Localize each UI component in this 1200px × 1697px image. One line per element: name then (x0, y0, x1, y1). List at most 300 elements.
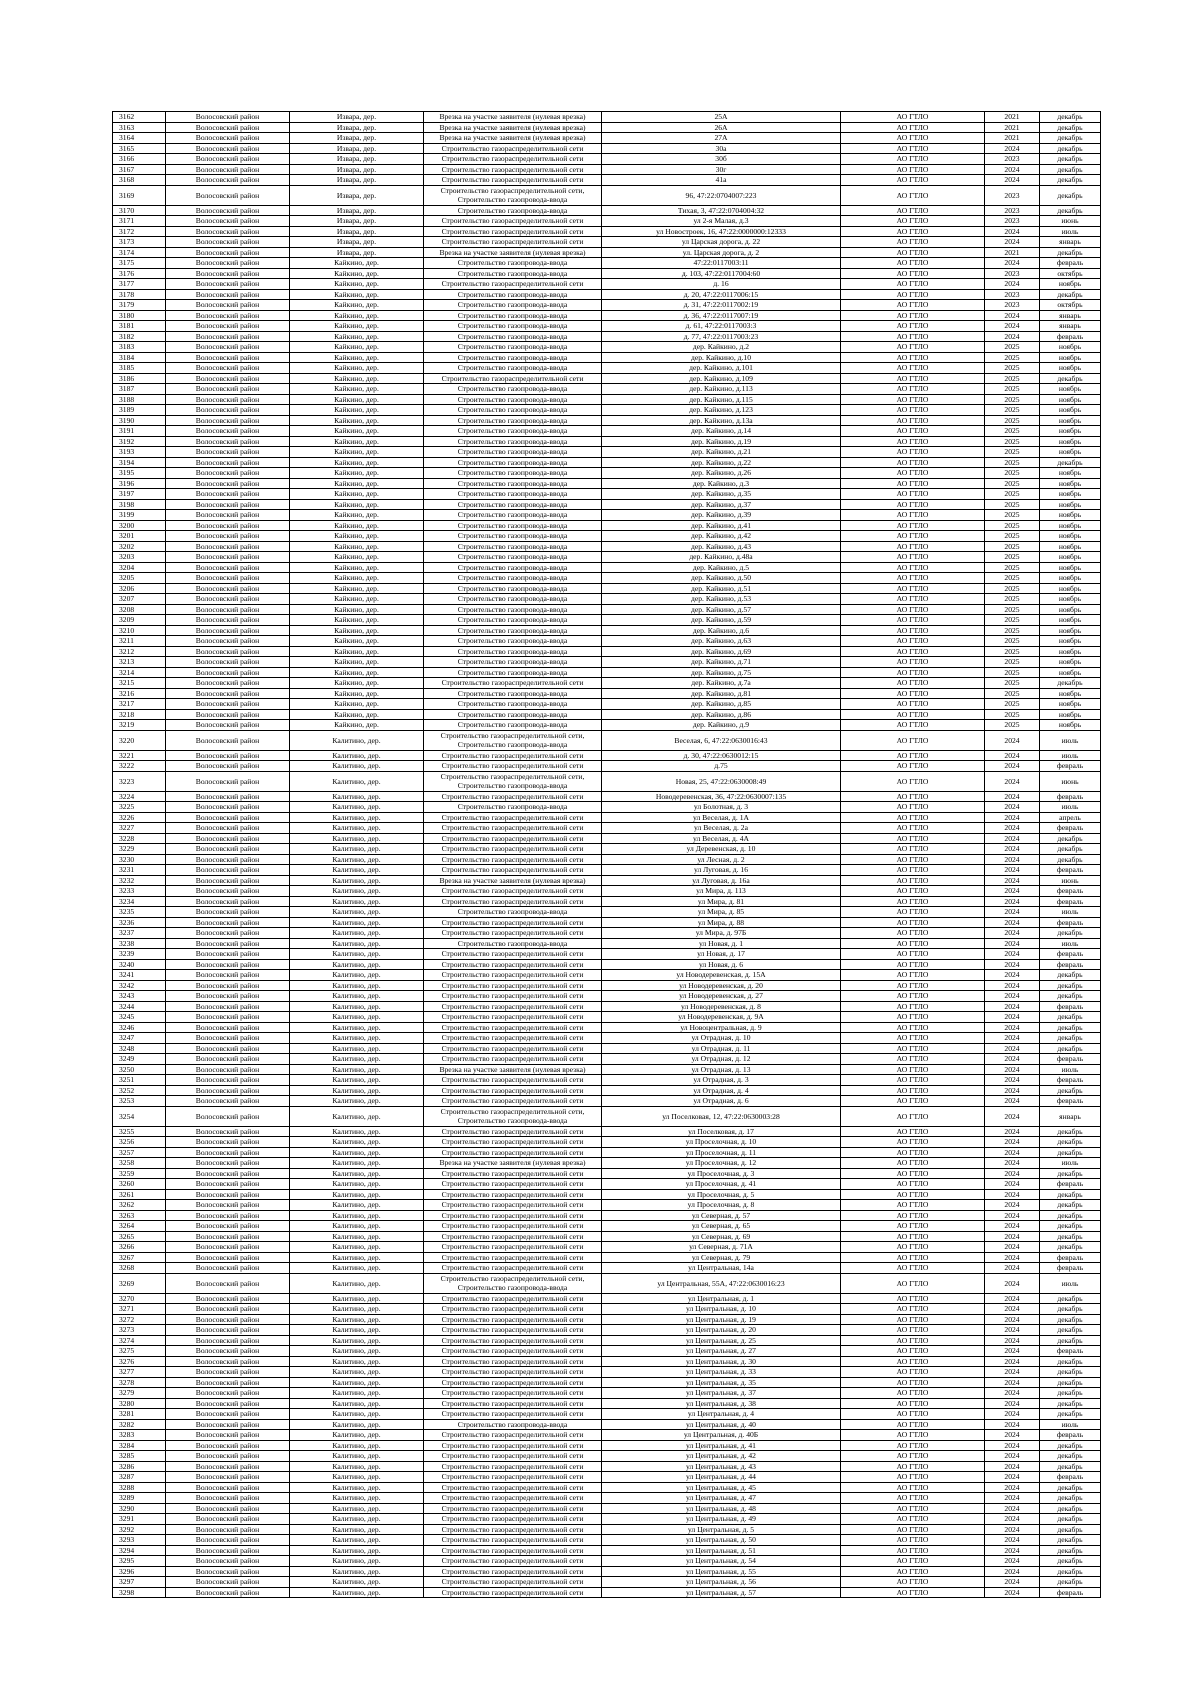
table-row (113, 730, 1101, 750)
table-row (113, 1535, 1101, 1546)
table-row (113, 573, 1101, 584)
work-type-cell: Строительство газопровода-ввода (424, 531, 602, 542)
work-type-cell: Строительство газопровода-ввода (424, 573, 602, 584)
table-row (113, 1577, 1101, 1588)
table-row (113, 342, 1101, 353)
month-cell: декабрь (1040, 1398, 1101, 1409)
work-type-cell: Строительство газораспределительной сети (424, 1126, 602, 1137)
year-cell: 2024 (985, 1493, 1040, 1504)
address-cell: ул Центральная, д. 45 (602, 1482, 841, 1493)
district-cell: Волосовский район (166, 991, 290, 1002)
month-cell: декабрь (1040, 122, 1101, 133)
month-cell: январь (1040, 237, 1101, 248)
contractor-cell: АО ГТЛО (841, 468, 985, 479)
table-row (113, 938, 1101, 949)
contractor-cell: АО ГТЛО (841, 1273, 985, 1293)
table-row (113, 1064, 1101, 1075)
table-row (113, 667, 1101, 678)
row-number: 3190 (113, 415, 166, 426)
district-cell: Волосовский район (166, 1106, 290, 1126)
contractor-cell: АО ГТЛО (841, 1033, 985, 1044)
year-cell: 2024 (985, 1054, 1040, 1065)
settlement-cell: Кайкино, дер. (290, 720, 424, 731)
district-cell: Волосовский район (166, 468, 290, 479)
work-type-cell: Строительство газораспределительной сети (424, 750, 602, 761)
work-type-cell: Строительство газопровода-ввода (424, 636, 602, 647)
year-cell: 2025 (985, 720, 1040, 731)
district-cell: Волосовский район (166, 928, 290, 939)
year-cell: 2023 (985, 205, 1040, 216)
address-cell: дер. Кайкино, д.26 (602, 468, 841, 479)
month-cell: декабрь (1040, 133, 1101, 144)
district-cell: Волосовский район (166, 279, 290, 290)
contractor-cell: АО ГТЛО (841, 1221, 985, 1232)
settlement-cell: Калитино, дер. (290, 1377, 424, 1388)
table-row (113, 1085, 1101, 1096)
address-cell: ул Центральная, д. 19 (602, 1314, 841, 1325)
year-cell: 2024 (985, 279, 1040, 290)
table-row (113, 1587, 1101, 1598)
table-row (113, 1252, 1101, 1263)
row-number: 3220 (113, 730, 166, 750)
table-row (113, 1147, 1101, 1158)
year-cell: 2024 (985, 1189, 1040, 1200)
year-cell: 2025 (985, 373, 1040, 384)
row-number: 3180 (113, 310, 166, 321)
work-type-cell: Строительство газораспределительной сети (424, 1263, 602, 1274)
row-number: 3286 (113, 1461, 166, 1472)
month-cell: декабрь (1040, 1242, 1101, 1253)
month-cell: декабрь (1040, 928, 1101, 939)
table-row (113, 143, 1101, 154)
month-cell: ноябрь (1040, 468, 1101, 479)
district-cell: Волосовский район (166, 667, 290, 678)
settlement-cell: Кайкино, дер. (290, 331, 424, 342)
table-row (113, 112, 1101, 123)
work-type-cell: Строительство газопровода-ввода (424, 321, 602, 332)
month-cell: декабрь (1040, 112, 1101, 123)
district-cell: Волосовский район (166, 154, 290, 165)
address-cell: ул Проселочная, д. 12 (602, 1158, 841, 1169)
year-cell: 2024 (985, 1096, 1040, 1107)
contractor-cell: АО ГТЛО (841, 122, 985, 133)
address-cell: ул Центральная, д. 54 (602, 1556, 841, 1567)
settlement-cell: Калитино, дер. (290, 1440, 424, 1451)
work-type-cell: Строительство газораспределительной сети (424, 949, 602, 960)
address-cell: дер. Кайкино, д.63 (602, 636, 841, 647)
contractor-cell: АО ГТЛО (841, 154, 985, 165)
row-number: 3258 (113, 1158, 166, 1169)
row-number: 3186 (113, 373, 166, 384)
year-cell: 2024 (985, 310, 1040, 321)
row-number: 3183 (113, 342, 166, 353)
district-cell: Волосовский район (166, 1242, 290, 1253)
settlement-cell: Калитино, дер. (290, 1293, 424, 1304)
table-row (113, 959, 1101, 970)
district-cell: Волосовский район (166, 1388, 290, 1399)
work-type-cell: Строительство газораспределительной сети (424, 1524, 602, 1535)
year-cell: 2024 (985, 1200, 1040, 1211)
year-cell: 2021 (985, 247, 1040, 258)
work-type-cell: Строительство газораспределительной сети (424, 237, 602, 248)
address-cell: ул Луговая, д. 16 (602, 865, 841, 876)
row-number: 3280 (113, 1398, 166, 1409)
row-number: 3229 (113, 844, 166, 855)
table-row (113, 447, 1101, 458)
year-cell: 2024 (985, 1304, 1040, 1315)
row-number: 3256 (113, 1137, 166, 1148)
table-row (113, 541, 1101, 552)
work-type-cell: Строительство газораспределительной сети (424, 1314, 602, 1325)
month-cell: декабрь (1040, 980, 1101, 991)
work-type-cell: Строительство газопровода-ввода (424, 331, 602, 342)
address-cell: ул Центральная, д. 33 (602, 1367, 841, 1378)
month-cell: апрель (1040, 812, 1101, 823)
year-cell: 2025 (985, 699, 1040, 710)
address-cell: дер. Кайкино, д.50 (602, 573, 841, 584)
table-row (113, 415, 1101, 426)
year-cell: 2024 (985, 175, 1040, 186)
table-row (113, 917, 1101, 928)
settlement-cell: Калитино, дер. (290, 1033, 424, 1044)
year-cell: 2024 (985, 1524, 1040, 1535)
contractor-cell: АО ГТЛО (841, 1137, 985, 1148)
row-number: 3212 (113, 646, 166, 657)
district-cell: Волосовский район (166, 562, 290, 573)
address-cell: ул Центральная, д. 35 (602, 1377, 841, 1388)
work-type-cell: Строительство газораспределительной сети (424, 1577, 602, 1588)
row-number: 3275 (113, 1346, 166, 1357)
district-cell: Волосовский район (166, 510, 290, 521)
month-cell: февраль (1040, 1587, 1101, 1598)
district-cell: Волосовский район (166, 1503, 290, 1514)
work-type-cell: Строительство газопровода-ввода (424, 583, 602, 594)
address-cell: ул Центральная, д. 55 (602, 1566, 841, 1577)
district-cell: Волосовский район (166, 321, 290, 332)
contractor-cell: АО ГТЛО (841, 1524, 985, 1535)
month-cell: декабрь (1040, 1388, 1101, 1399)
table-row (113, 1126, 1101, 1137)
settlement-cell: Кайкино, дер. (290, 583, 424, 594)
work-type-cell: Строительство газопровода-ввода (424, 426, 602, 437)
contractor-cell: АО ГТЛО (841, 1179, 985, 1190)
district-cell: Волосовский район (166, 1451, 290, 1462)
district-cell: Волосовский район (166, 1419, 290, 1430)
year-cell: 2024 (985, 1168, 1040, 1179)
table-row (113, 823, 1101, 834)
district-cell: Волосовский район (166, 1168, 290, 1179)
row-number: 3199 (113, 510, 166, 521)
row-number: 3232 (113, 875, 166, 886)
settlement-cell: Калитино, дер. (290, 1325, 424, 1336)
month-cell: февраль (1040, 896, 1101, 907)
month-cell: ноябрь (1040, 541, 1101, 552)
address-cell: 96, 47:22:0704007:223 (602, 185, 841, 205)
work-type-cell: Строительство газораспределительной сети (424, 970, 602, 981)
work-type-cell: Строительство газопровода-ввода (424, 646, 602, 657)
settlement-cell: Калитино, дер. (290, 896, 424, 907)
settlement-cell: Калитино, дер. (290, 875, 424, 886)
month-cell: ноябрь (1040, 363, 1101, 374)
district-cell: Волосовский район (166, 1126, 290, 1137)
row-number: 3238 (113, 938, 166, 949)
district-cell: Волосовский район (166, 373, 290, 384)
year-cell: 2025 (985, 636, 1040, 647)
contractor-cell: АО ГТЛО (841, 896, 985, 907)
settlement-cell: Кайкино, дер. (290, 342, 424, 353)
address-cell: дер. Кайкино, д.41 (602, 520, 841, 531)
row-number: 3241 (113, 970, 166, 981)
contractor-cell: АО ГТЛО (841, 583, 985, 594)
district-cell: Волосовский район (166, 771, 290, 791)
settlement-cell: Извара, дер. (290, 237, 424, 248)
year-cell: 2025 (985, 510, 1040, 521)
contractor-cell: АО ГТЛО (841, 143, 985, 154)
year-cell: 2024 (985, 1346, 1040, 1357)
work-type-cell: Строительство газораспределительной сети (424, 833, 602, 844)
table-row (113, 854, 1101, 865)
work-type-cell: Строительство газопровода-ввода (424, 499, 602, 510)
settlement-cell: Калитино, дер. (290, 1472, 424, 1483)
contractor-cell: АО ГТЛО (841, 791, 985, 802)
contractor-cell: АО ГТЛО (841, 1587, 985, 1598)
table-row (113, 1200, 1101, 1211)
row-number: 3259 (113, 1168, 166, 1179)
year-cell: 2024 (985, 991, 1040, 1002)
month-cell: ноябрь (1040, 499, 1101, 510)
row-number: 3289 (113, 1493, 166, 1504)
row-number: 3208 (113, 604, 166, 615)
settlement-cell: Извара, дер. (290, 164, 424, 175)
contractor-cell: АО ГТЛО (841, 1325, 985, 1336)
year-cell: 2025 (985, 352, 1040, 363)
row-number: 3193 (113, 447, 166, 458)
address-cell: дер. Кайкино, д.113 (602, 384, 841, 395)
table-row (113, 1242, 1101, 1253)
settlement-cell: Калитино, дер. (290, 730, 424, 750)
row-number: 3263 (113, 1210, 166, 1221)
month-cell: февраль (1040, 1472, 1101, 1483)
district-cell: Волосовский район (166, 730, 290, 750)
address-cell: ул Центральная, д. 43 (602, 1461, 841, 1472)
contractor-cell: АО ГТЛО (841, 1210, 985, 1221)
row-number: 3276 (113, 1356, 166, 1367)
month-cell: февраль (1040, 959, 1101, 970)
address-cell: 30г (602, 164, 841, 175)
work-type-cell: Строительство газораспределительной сети (424, 1033, 602, 1044)
month-cell: февраль (1040, 1346, 1101, 1357)
gasification-table (112, 111, 1101, 1598)
year-cell: 2024 (985, 1472, 1040, 1483)
contractor-cell: АО ГТЛО (841, 949, 985, 960)
row-number: 3273 (113, 1325, 166, 1336)
work-type-cell: Строительство газораспределительной сети (424, 1200, 602, 1211)
settlement-cell: Кайкино, дер. (290, 258, 424, 269)
year-cell: 2024 (985, 1535, 1040, 1546)
district-cell: Волосовский район (166, 289, 290, 300)
work-type-cell: Строительство газопровода-ввода (424, 709, 602, 720)
settlement-cell: Калитино, дер. (290, 907, 424, 918)
settlement-cell: Извара, дер. (290, 205, 424, 216)
settlement-cell: Калитино, дер. (290, 844, 424, 855)
district-cell: Волосовский район (166, 457, 290, 468)
district-cell: Волосовский район (166, 1085, 290, 1096)
district-cell: Волосовский район (166, 1367, 290, 1378)
year-cell: 2021 (985, 112, 1040, 123)
contractor-cell: АО ГТЛО (841, 1001, 985, 1012)
contractor-cell: АО ГТЛО (841, 520, 985, 531)
year-cell: 2024 (985, 1231, 1040, 1242)
work-type-cell: Строительство газораспределительной сети (424, 1242, 602, 1253)
contractor-cell: АО ГТЛО (841, 185, 985, 205)
settlement-cell: Калитино, дер. (290, 1210, 424, 1221)
address-cell: дер. Кайкино, д.109 (602, 373, 841, 384)
work-type-cell: Строительство газораспределительной сети (424, 1189, 602, 1200)
address-cell: ул Проселочная, д. 10 (602, 1137, 841, 1148)
district-cell: Волосовский район (166, 436, 290, 447)
settlement-cell: Извара, дер. (290, 247, 424, 258)
month-cell: июнь (1040, 216, 1101, 227)
settlement-cell: Кайкино, дер. (290, 373, 424, 384)
contractor-cell: АО ГТЛО (841, 761, 985, 772)
address-cell: ул Центральная, д. 37 (602, 1388, 841, 1399)
contractor-cell: АО ГТЛО (841, 1314, 985, 1325)
district-cell: Волосовский район (166, 709, 290, 720)
contractor-cell: АО ГТЛО (841, 1367, 985, 1378)
row-number: 3174 (113, 247, 166, 258)
address-cell: ул Проселочная, д. 41 (602, 1179, 841, 1190)
work-type-cell: Строительство газораспределительной сети (424, 154, 602, 165)
month-cell: февраль (1040, 865, 1101, 876)
table-row (113, 1377, 1101, 1388)
work-type-cell: Строительство газораспределительной сети (424, 1587, 602, 1598)
year-cell: 2024 (985, 331, 1040, 342)
work-type-cell: Строительство газопровода-ввода (424, 510, 602, 521)
work-type-cell: Строительство газораспределительной сети (424, 980, 602, 991)
year-cell: 2024 (985, 1577, 1040, 1588)
district-cell: Волосовский район (166, 1545, 290, 1556)
row-number: 3223 (113, 771, 166, 791)
work-type-cell: Строительство газопровода-ввода (424, 625, 602, 636)
month-cell: февраль (1040, 886, 1101, 897)
work-type-cell: Строительство газораспределительной сети (424, 1231, 602, 1242)
work-type-cell: Врезка на участке заявителя (нулевая врезка) (424, 1064, 602, 1075)
district-cell: Волосовский район (166, 1566, 290, 1577)
table-row (113, 1137, 1101, 1148)
contractor-cell: АО ГТЛО (841, 1461, 985, 1472)
address-cell: ул Центральная, д. 4 (602, 1409, 841, 1420)
month-cell: декабрь (1040, 678, 1101, 689)
month-cell: ноябрь (1040, 510, 1101, 521)
settlement-cell: Калитино, дер. (290, 959, 424, 970)
contractor-cell: АО ГТЛО (841, 384, 985, 395)
year-cell: 2024 (985, 1221, 1040, 1232)
settlement-cell: Калитино, дер. (290, 1189, 424, 1200)
row-number: 3187 (113, 384, 166, 395)
contractor-cell: АО ГТЛО (841, 1096, 985, 1107)
row-number: 3290 (113, 1503, 166, 1514)
table-row (113, 688, 1101, 699)
contractor-cell: АО ГТЛО (841, 1043, 985, 1054)
address-cell: ул. Царская дорога, д. 2 (602, 247, 841, 258)
year-cell: 2024 (985, 1377, 1040, 1388)
address-cell: дер. Кайкино, д.21 (602, 447, 841, 458)
year-cell: 2024 (985, 1064, 1040, 1075)
month-cell: ноябрь (1040, 562, 1101, 573)
contractor-cell: АО ГТЛО (841, 457, 985, 468)
contractor-cell: АО ГТЛО (841, 205, 985, 216)
address-cell: ул Веселая, д. 1А (602, 812, 841, 823)
table-row (113, 185, 1101, 205)
month-cell: ноябрь (1040, 604, 1101, 615)
district-cell: Волосовский район (166, 1577, 290, 1588)
address-cell: ул Проселочная, д. 11 (602, 1147, 841, 1158)
work-type-cell: Строительство газораспределительной сети (424, 1335, 602, 1346)
contractor-cell: АО ГТЛО (841, 875, 985, 886)
district-cell: Волосовский район (166, 415, 290, 426)
year-cell: 2021 (985, 122, 1040, 133)
table-row (113, 1346, 1101, 1357)
row-number: 3236 (113, 917, 166, 928)
work-type-cell: Строительство газораспределительной сети (424, 1503, 602, 1514)
row-number: 3244 (113, 1001, 166, 1012)
district-cell: Волосовский район (166, 1398, 290, 1409)
contractor-cell: АО ГТЛО (841, 1189, 985, 1200)
work-type-cell: Строительство газораспределительной сети (424, 1022, 602, 1033)
district-cell: Волосовский район (166, 520, 290, 531)
district-cell: Волосовский район (166, 1440, 290, 1451)
work-type-cell: Строительство газораспределительной сети, Строительство газопровода-ввода (424, 771, 602, 791)
work-type-cell: Строительство газораспределительной сети (424, 823, 602, 834)
year-cell: 2025 (985, 604, 1040, 615)
district-cell: Волосовский район (166, 844, 290, 855)
row-number: 3285 (113, 1451, 166, 1462)
table-row (113, 394, 1101, 405)
month-cell: декабрь (1040, 1482, 1101, 1493)
table-row (113, 289, 1101, 300)
contractor-cell: АО ГТЛО (841, 1022, 985, 1033)
settlement-cell: Калитино, дер. (290, 1503, 424, 1514)
settlement-cell: Калитино, дер. (290, 1252, 424, 1263)
address-cell: дер. Кайкино, д.35 (602, 489, 841, 500)
month-cell: ноябрь (1040, 720, 1101, 731)
address-cell: ул Центральная, д. 38 (602, 1398, 841, 1409)
contractor-cell: АО ГТЛО (841, 1535, 985, 1546)
contractor-cell: АО ГТЛО (841, 1075, 985, 1086)
row-number: 3255 (113, 1126, 166, 1137)
row-number: 3271 (113, 1304, 166, 1315)
row-number: 3252 (113, 1085, 166, 1096)
row-number: 3200 (113, 520, 166, 531)
row-number: 3205 (113, 573, 166, 584)
month-cell: февраль (1040, 1096, 1101, 1107)
table-row (113, 699, 1101, 710)
address-cell: дер. Кайкино, д.71 (602, 657, 841, 668)
row-number: 3178 (113, 289, 166, 300)
work-type-cell: Врезка на участке заявителя (нулевая врезка) (424, 112, 602, 123)
address-cell: дер. Кайкино, д.3 (602, 478, 841, 489)
year-cell: 2025 (985, 667, 1040, 678)
district-cell: Волосовский район (166, 175, 290, 186)
year-cell: 2024 (985, 1398, 1040, 1409)
settlement-cell: Кайкино, дер. (290, 321, 424, 332)
table-row (113, 1001, 1101, 1012)
address-cell: ул Веселая, д. 4А (602, 833, 841, 844)
row-number: 3253 (113, 1096, 166, 1107)
year-cell: 2024 (985, 812, 1040, 823)
year-cell: 2024 (985, 1158, 1040, 1169)
work-type-cell: Строительство газораспределительной сети (424, 761, 602, 772)
